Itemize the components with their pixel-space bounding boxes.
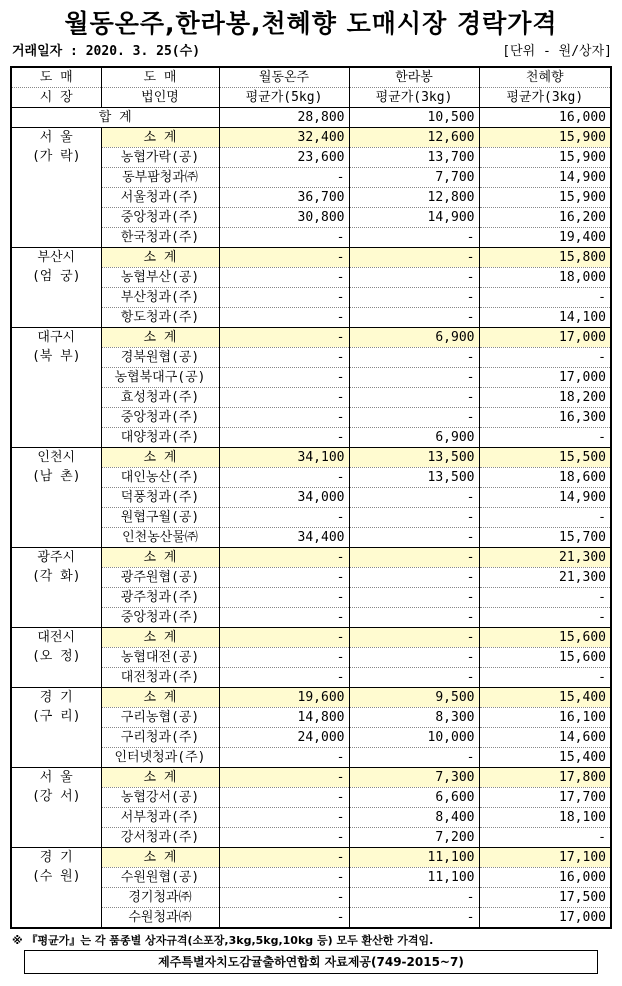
price-col2: 14,900 [349,208,479,228]
table-row [11,568,611,588]
price-col2: 7,200 [349,828,479,848]
header-col2: 한라봉 [349,67,479,88]
table-row [11,428,611,448]
price-col2: 10,000 [349,728,479,748]
price-col2: 7,700 [349,168,479,188]
corporation-name: 서부청과(주) [101,808,219,828]
corporation-name: 소 계 [101,688,219,708]
market-name: 경 기 [39,850,73,865]
price-col1: - [219,868,349,888]
price-col2: - [349,228,479,248]
price-col3: 18,200 [479,388,611,408]
price-col2: - [349,268,479,288]
table-row [11,668,611,688]
table-row [11,708,611,728]
price-col1: 19,600 [219,688,349,708]
market-name: 광주시 [37,550,76,565]
corporation-name: 경기청과㈜ [101,888,219,908]
data-credit: 제주특별자치도감귤출하연합회 자료제공(749-2015~7) [24,950,598,974]
price-col3: 15,400 [479,748,611,768]
price-col3: - [479,508,611,528]
table-row [11,728,611,748]
header-market-bottom: 시 장 [11,88,101,108]
header-col2-sub: 평균가(3kg) [349,88,479,108]
price-col1: 32,400 [219,128,349,148]
corporation-name: 중앙청과(주) [101,408,219,428]
corporation-name: 중앙청과(주) [101,208,219,228]
table-row [11,528,611,548]
market-district: (가 락) [31,149,81,164]
price-col3: 14,100 [479,308,611,328]
price-col1: - [219,308,349,328]
market-name: 서 울 [39,130,73,145]
price-col3: 16,300 [479,408,611,428]
market-district: (남 촌) [31,469,81,484]
table-row [11,408,611,428]
market-cell [11,688,101,768]
price-col3: 16,100 [479,708,611,728]
corporation-name: 수원청과㈜ [101,908,219,929]
market-cell [11,328,101,448]
corporation-name: 수원원협(공) [101,868,219,888]
corporation-name: 대인농산(주) [101,468,219,488]
market-cell [11,448,101,548]
table-row [11,348,611,368]
price-col3: 18,100 [479,808,611,828]
market-district: (각 화) [31,569,81,584]
table-row [11,208,611,228]
table-row [11,188,611,208]
price-col1: - [219,288,349,308]
corporation-name: 소 계 [101,128,219,148]
subtotal-row [11,548,611,568]
price-col3: - [479,348,611,368]
price-col3: 15,600 [479,628,611,648]
corporation-name: 경북원협(공) [101,348,219,368]
unit-label: [단위 - 원/상자] [502,44,612,59]
table-row [11,748,611,768]
price-col2: - [349,668,479,688]
table-row [11,508,611,528]
price-col2: - [349,608,479,628]
corporation-name: 광주원협(공) [101,568,219,588]
price-col1: - [219,168,349,188]
price-col2: 12,600 [349,128,479,148]
price-col3: 18,000 [479,268,611,288]
subtotal-row [11,848,611,868]
total-row [11,108,611,128]
price-col1: - [219,748,349,768]
price-col1: - [219,848,349,868]
price-col1: - [219,508,349,528]
corporation-name: 소 계 [101,328,219,348]
footnote: ※ 『평균가』는 각 품종별 상자규격(소포장,3kg,5kg,10kg 등) 모두 환산한 가격임. [12,934,434,947]
price-col1: - [219,368,349,388]
price-table [10,66,612,929]
price-col2: - [349,348,479,368]
table-row [11,168,611,188]
price-col2: 8,300 [349,708,479,728]
market-district: (북 부) [31,349,81,364]
price-col2: - [349,248,479,268]
price-col3: 18,600 [479,468,611,488]
header-col3-sub: 평균가(3kg) [479,88,611,108]
price-col1: - [219,588,349,608]
table-row [11,268,611,288]
price-col1: - [219,548,349,568]
corporation-name: 구리청과(주) [101,728,219,748]
corporation-name: 소 계 [101,848,219,868]
subtotal-row [11,328,611,348]
table-row [11,488,611,508]
subtotal-row [11,128,611,148]
price-col1: 30,800 [219,208,349,228]
corporation-name: 인천농산물㈜ [101,528,219,548]
price-col2: 8,400 [349,808,479,828]
price-col2: 6,600 [349,788,479,808]
subtotal-row [11,628,611,648]
price-col3: 15,500 [479,448,611,468]
price-col1: - [219,788,349,808]
price-col1: - [219,268,349,288]
market-cell [11,768,101,848]
price-col2: 13,500 [349,448,479,468]
header-market-top: 도 매 [11,67,101,88]
market-cell [11,548,101,628]
price-col1: - [219,388,349,408]
corporation-name: 농협북대구(공) [101,368,219,388]
price-col3: 16,000 [479,868,611,888]
price-col2: - [349,288,479,308]
price-col1: 34,400 [219,528,349,548]
price-col2: - [349,368,479,388]
corporation-name: 동부팜청과㈜ [101,168,219,188]
price-col3: - [479,588,611,608]
price-col1: - [219,808,349,828]
price-col1: - [219,828,349,848]
price-col2: 11,100 [349,868,479,888]
market-cell [11,248,101,328]
corporation-name: 소 계 [101,248,219,268]
price-col1: - [219,648,349,668]
subtotal-row [11,768,611,788]
table-row [11,288,611,308]
corporation-name: 항도청과(주) [101,308,219,328]
corporation-name: 중앙청과(주) [101,608,219,628]
price-col2: 13,700 [349,148,479,168]
price-col3: 15,900 [479,188,611,208]
header-corp-bottom: 법인명 [101,88,219,108]
price-col1: - [219,428,349,448]
table-row [11,228,611,248]
market-name: 서 울 [39,770,73,785]
price-col1: - [219,608,349,628]
price-col3: 17,000 [479,908,611,929]
corporation-name: 강서청과(주) [101,828,219,848]
subtotal-row [11,448,611,468]
report-meta [12,40,612,60]
table-row [11,588,611,608]
price-col2: - [349,508,479,528]
corporation-name: 구리농협(공) [101,708,219,728]
subtotal-row [11,688,611,708]
price-col1: - [219,468,349,488]
price-col3: 17,100 [479,848,611,868]
price-col2: - [349,588,479,608]
price-col3: 17,000 [479,328,611,348]
corporation-name: 서울청과(주) [101,188,219,208]
price-col1: - [219,768,349,788]
price-col3: 16,200 [479,208,611,228]
table-row [11,788,611,808]
market-cell [11,128,101,248]
market-district: (구 리) [31,709,81,724]
price-col3: - [479,288,611,308]
price-col3: - [479,668,611,688]
price-col2: 6,900 [349,428,479,448]
total-col2: 10,500 [349,108,479,128]
market-name: 대구시 [37,330,76,345]
corporation-name: 소 계 [101,768,219,788]
corporation-name: 한국청과(주) [101,228,219,248]
market-district: (엄 궁) [31,269,81,284]
table-row [11,828,611,848]
price-col1: 23,600 [219,148,349,168]
price-col1: - [219,408,349,428]
price-col2: - [349,628,479,648]
corporation-name: 소 계 [101,628,219,648]
price-col3: 14,600 [479,728,611,748]
corporation-name: 원협구월(공) [101,508,219,528]
header-col1: 월동온주 [219,67,349,88]
price-col3: 15,900 [479,148,611,168]
price-col1: - [219,668,349,688]
price-col1: - [219,568,349,588]
price-col2: - [349,488,479,508]
table-row [11,388,611,408]
price-col2: 11,100 [349,848,479,868]
price-col1: - [219,348,349,368]
price-col3: 15,700 [479,528,611,548]
price-col2: - [349,528,479,548]
market-name: 부산시 [37,250,76,265]
price-col2: - [349,548,479,568]
price-col2: 12,800 [349,188,479,208]
total-label: 합 계 [11,108,219,128]
price-col1: - [219,248,349,268]
market-name: 경 기 [39,690,73,705]
corporation-name: 덕풍청과(주) [101,488,219,508]
table-row [11,648,611,668]
price-col2: 6,900 [349,328,479,348]
market-district: (오 정) [31,649,81,664]
price-col2: - [349,748,479,768]
price-col3: 15,900 [479,128,611,148]
corporation-name: 효성청과(주) [101,388,219,408]
corporation-name: 농협강서(공) [101,788,219,808]
price-col2: - [349,648,479,668]
price-col1: 34,100 [219,448,349,468]
price-col3: 15,800 [479,248,611,268]
price-col2: 13,500 [349,468,479,488]
corporation-name: 대전청과(주) [101,668,219,688]
price-col2: 9,500 [349,688,479,708]
price-col1: 34,000 [219,488,349,508]
price-col3: 17,000 [479,368,611,388]
price-col1: - [219,328,349,348]
table-row [11,308,611,328]
price-col3: - [479,608,611,628]
market-district: (강 서) [31,789,81,804]
table-row [11,608,611,628]
market-district: (수 원) [31,869,81,884]
subtotal-row [11,248,611,268]
total-col1: 28,800 [219,108,349,128]
price-col3: 21,300 [479,548,611,568]
price-col3: 17,800 [479,768,611,788]
price-col3: 21,300 [479,568,611,588]
corporation-name: 부산청과(주) [101,288,219,308]
trade-date: 거래일자 : 2020. 3. 25(수) [12,44,201,59]
corporation-name: 농협가락(공) [101,148,219,168]
price-col3: 14,900 [479,488,611,508]
table-row [11,888,611,908]
corporation-name: 인터넷청과(주) [101,748,219,768]
table-row [11,908,611,929]
corporation-name: 농협대전(공) [101,648,219,668]
price-col1: - [219,888,349,908]
price-col1: 14,800 [219,708,349,728]
price-col3: 14,900 [479,168,611,188]
price-col2: - [349,908,479,929]
table-row [11,868,611,888]
market-name: 대전시 [37,630,76,645]
header-col3: 천혜향 [479,67,611,88]
header-col1-sub: 평균가(5kg) [219,88,349,108]
price-col2: - [349,308,479,328]
price-col3: - [479,828,611,848]
price-col3: - [479,428,611,448]
corporation-name: 농협부산(공) [101,268,219,288]
price-col1: 24,000 [219,728,349,748]
price-col2: - [349,388,479,408]
price-col2: - [349,408,479,428]
market-name: 인천시 [37,450,76,465]
price-col1: - [219,628,349,648]
price-col1: - [219,228,349,248]
corporation-name: 대양청과(주) [101,428,219,448]
corporation-name: 광주청과(주) [101,588,219,608]
table-row [11,808,611,828]
price-col2: - [349,568,479,588]
table-row [11,468,611,488]
price-col3: 15,600 [479,648,611,668]
header-corp-top: 도 매 [101,67,219,88]
table-row [11,368,611,388]
price-col3: 15,400 [479,688,611,708]
price-col3: 17,700 [479,788,611,808]
price-col2: 7,300 [349,768,479,788]
corporation-name: 소 계 [101,448,219,468]
market-cell [11,848,101,929]
price-col3: 19,400 [479,228,611,248]
price-col2: - [349,888,479,908]
total-col3: 16,000 [479,108,611,128]
price-col1: 36,700 [219,188,349,208]
corporation-name: 소 계 [101,548,219,568]
table-row [11,148,611,168]
market-cell [11,628,101,688]
price-col3: 17,500 [479,888,611,908]
price-col1: - [219,908,349,929]
page-title: 월동온주,한라봉,천혜향 도매시장 경락가격 [64,9,558,38]
